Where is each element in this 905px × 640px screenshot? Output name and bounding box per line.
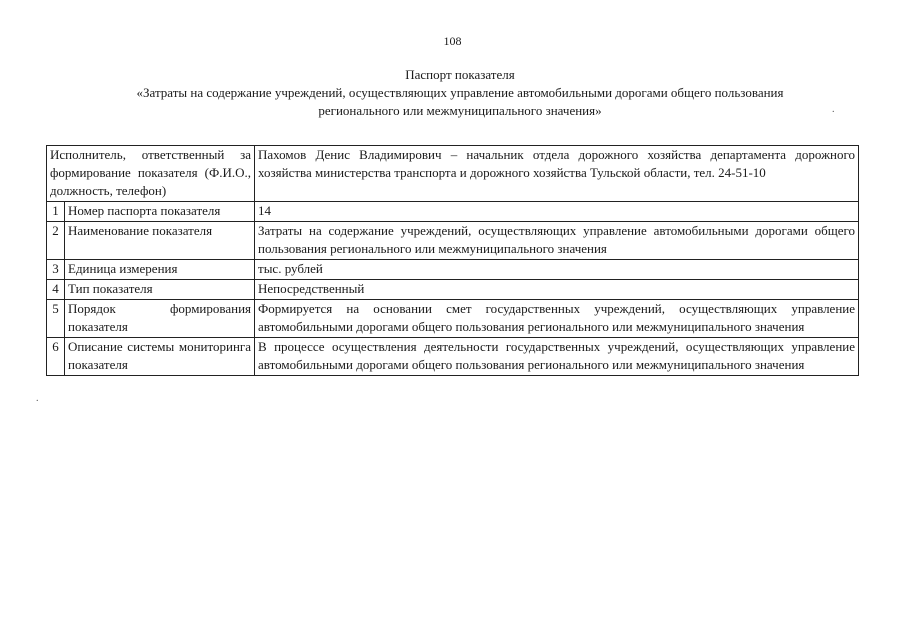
row-number: 4 xyxy=(47,280,65,300)
row-value: Затраты на содержание учреждений, осуществляющих управление автомобильными дорогами общего пользования регионального или межмуниципального значения xyxy=(255,222,859,260)
title-line-3: регионального или межмуниципального значения» xyxy=(318,103,602,118)
row-value: Формируется на основании смет государственных учреждений, осуществляющих управление автомобильными дорогами общего пользования регионального или межмуниципального значения xyxy=(255,300,859,338)
scan-speck: . xyxy=(832,104,835,115)
row-number: 5 xyxy=(47,300,65,338)
row-value: В процессе осуществления деятельности государственных учреждений, осуществляющих управление автомобильными дорогами общего пользования регионального или межмуниципального значения xyxy=(255,338,859,376)
table-row xyxy=(47,260,859,280)
indicator-passport-table xyxy=(46,145,859,376)
page-number: 108 xyxy=(443,34,462,48)
row-number: 1 xyxy=(47,202,65,222)
executor-value-cell: Пахомов Денис Владимирович – начальник отдела дорожного хозяйства департамента дорожного хозяйства министерства транспорта и дорожного хозяйства Тульской области, тел. 24-51-10 xyxy=(255,146,859,202)
row-value: тыс. рублей xyxy=(255,260,859,280)
scan-speck: . xyxy=(36,393,39,404)
title-line-2: «Затраты на содержание учреждений, осуществляющих управление автомобильными дорогами общего пользования xyxy=(136,85,784,100)
table-row xyxy=(47,338,859,376)
table-row xyxy=(47,300,859,338)
table-row xyxy=(47,222,859,260)
executor-label-cell: Исполнитель, ответственный за формирование показателя (Ф.И.О., должность, телефон) xyxy=(47,146,255,202)
row-label: Тип показателя xyxy=(65,280,255,300)
row-label: Порядок формирования показателя xyxy=(65,300,255,338)
row-label: Номер паспорта показателя xyxy=(65,202,255,222)
row-number: 2 xyxy=(47,222,65,260)
table-row-executor xyxy=(47,146,859,202)
document-title xyxy=(60,66,860,120)
table-row xyxy=(47,202,859,222)
row-number: 6 xyxy=(47,338,65,376)
row-label: Единица измерения xyxy=(65,260,255,280)
row-value: 14 xyxy=(255,202,859,222)
row-label: Описание системы мониторинга показателя xyxy=(65,338,255,376)
row-number: 3 xyxy=(47,260,65,280)
table-row xyxy=(47,280,859,300)
title-line-1: Паспорт показателя xyxy=(405,67,515,82)
row-label: Наименование показателя xyxy=(65,222,255,260)
row-value: Непосредственный xyxy=(255,280,859,300)
